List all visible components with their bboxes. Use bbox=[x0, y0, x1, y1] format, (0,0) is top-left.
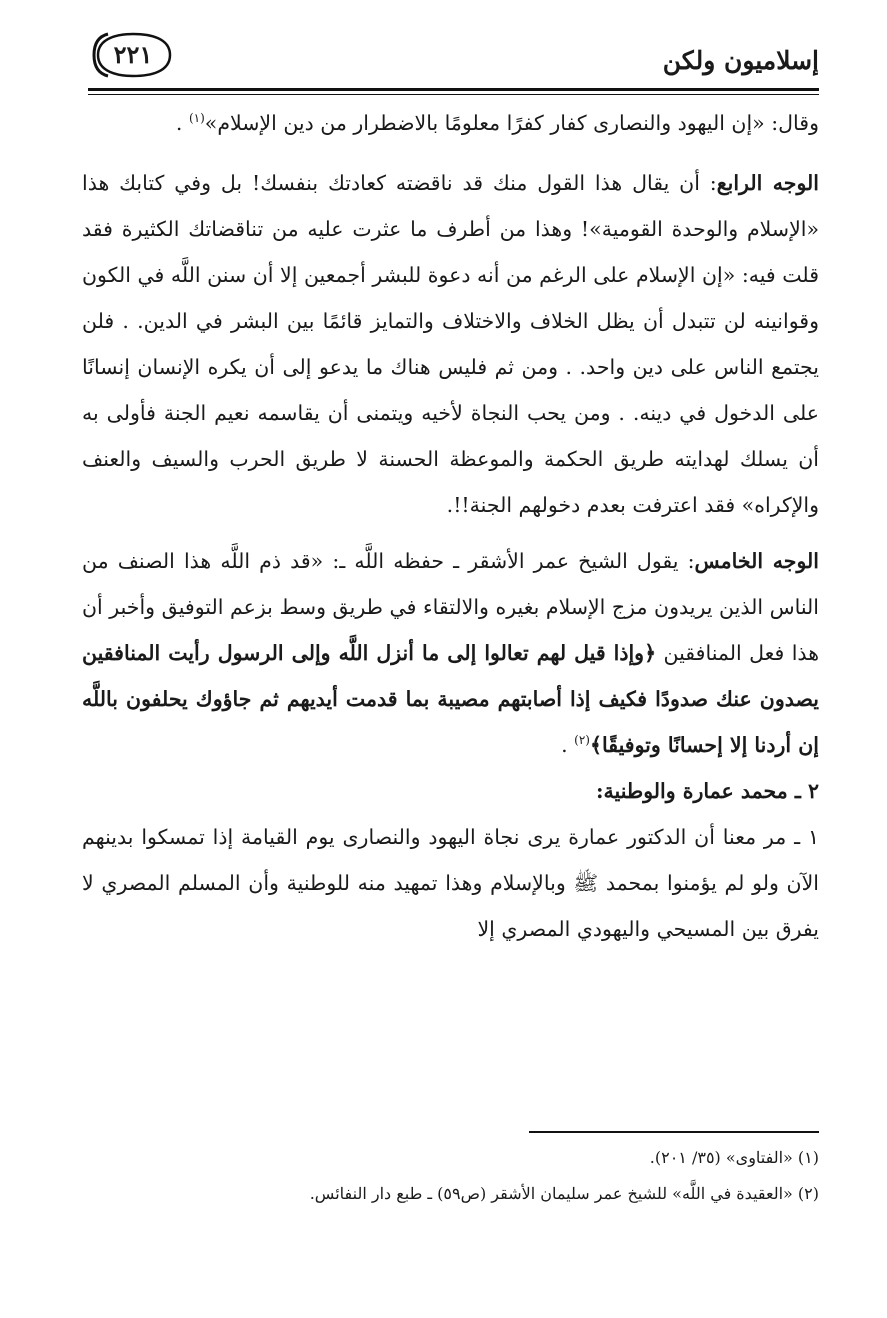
section-heading: ٢ ـ محمد عمارة والوطنية: bbox=[595, 779, 819, 803]
running-title: إسلاميون ولكن bbox=[662, 46, 819, 75]
paragraph-2-text: : أن يقال هذا القول منك قد ناقضته كعادتك بنفسك! بل وفي كتابك هذا «الإسلام والوحدة القومية»! وهذا من أطرف ما عثرت عليه من تناقضاتك الكثيرة فقد قلت فيه: «إن الإسلام على الرغم من أنه دعوة للبشر أجمعين إلا أن سنن اللَّه في الكون وقوانينه لن تتبدل أن يظل الخلاف والاختلاف والتمايز قائمًا بين البشر في الدين. . فلن يجتمع الناس على دين واحد. . ومن ثم فليس هناك ما يدعو إلى أن يكره الإنسان إنسانًا على الدخول في دينه. . ومن يحب النجاة لأخيه ويتمنى أن يقاسمه نعيم الجنة فأولى به أن يسلك لهدايته طريق الحكمة والموعظة الحسنة لا طريق الحرب والسيف والعنف والإكراه» فقد اعترفت بعدم دخولهم الجنة!!. bbox=[82, 171, 819, 517]
paragraph-4: ١ ـ مر معنا أن الدكتور عمارة يرى نجاة اليهود والنصارى يوم القيامة إذا تمسكوا بدينهم الآن ولو لم يؤمنوا بمحمد ﷺ وبالإسلام وهذا تمهيد منه للوطنية وأن المسلم المصري لا يفرق بين المسيحي واليهودي المصري إلا bbox=[82, 825, 819, 941]
paragraph-2 bbox=[82, 160, 819, 528]
paragraph-3-text: : يقول الشيخ عمر الأشقر ـ حفظه اللَّه ـ: «قد ذم اللَّه هذا الصنف من الناس الذين يريدون مزج الإسلام بغيره والالتقاء في طريق وسط بزعم التوفيق وأخبر أن هذا فعل المنافقين bbox=[82, 549, 820, 665]
header-rule bbox=[88, 88, 819, 95]
paragraph-2-lead: الوجه الرابع bbox=[716, 171, 819, 195]
footnote-ref-2: (٢) bbox=[574, 733, 590, 748]
paragraph-1-text: وقال: «إن اليهود والنصارى كفار كفرًا معلومًا بالاضطرار من دين الإسلام» bbox=[204, 111, 819, 135]
paragraph-1-end: . bbox=[175, 111, 189, 135]
paragraph-3 bbox=[82, 538, 819, 768]
paragraph-3-end: . bbox=[561, 733, 575, 757]
page-number-ornament bbox=[88, 30, 178, 80]
quran-quote: ﴿وإذا قيل لهم تعالوا إلى ما أنزل اللَّه وإلى الرسول رأيت المنافقين يصدون عنك صدودًا فكيف إذا أصابتهم مصيبة بما قدمت أيديهم ثم جاؤوك يحلفون باللَّه إن أردنا إلا إحسانًا وتوفيقًا﴾ bbox=[82, 641, 819, 757]
footnote-rule bbox=[529, 1131, 819, 1133]
footnote-ref-1: (١) bbox=[188, 111, 205, 126]
page-number: ٢٢١ bbox=[113, 40, 153, 69]
body-text bbox=[82, 100, 819, 952]
footnotes bbox=[82, 1140, 819, 1212]
paragraph-3-lead: الوجه الخامس bbox=[694, 549, 820, 573]
paragraph-1 bbox=[82, 100, 819, 146]
footnote-1: (١) «الفتاوى» (٣٥/ ٢٠١). bbox=[649, 1148, 819, 1167]
footnote-2: (٢) «العقيدة في اللَّه» للشيخ عمر سليمان الأشقر (ص٥٩) ـ طبع دار النفائس. bbox=[309, 1184, 819, 1203]
